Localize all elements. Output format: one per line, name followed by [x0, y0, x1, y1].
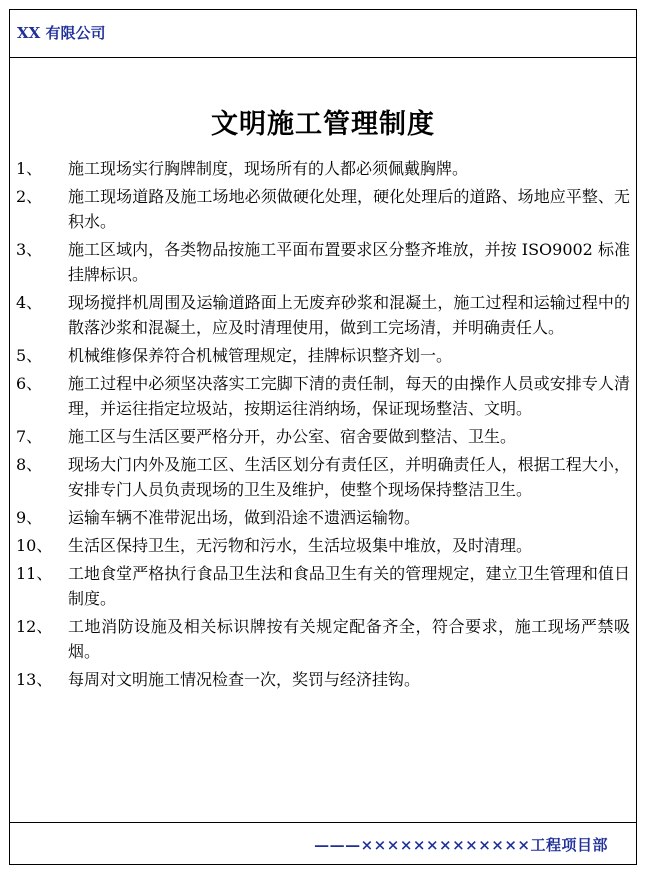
item-number: 12、	[16, 617, 53, 636]
item-text: 施工区域内，各类物品按施工平面布置要求区分整齐堆放，并按 ISO9002 标准挂牌标识。	[68, 240, 630, 284]
item-text: 施工区与生活区要严格分开，办公室、宿舍要做到整洁、卫生。	[68, 427, 517, 446]
item-number: 1、	[16, 159, 43, 178]
document-header	[10, 10, 636, 58]
list-item	[16, 424, 630, 449]
item-number: 5、	[16, 346, 43, 365]
item-text: 施工现场实行胸牌制度，现场所有的人都必须佩戴胸牌。	[68, 159, 469, 178]
item-number: 3、	[16, 240, 43, 259]
item-text: 现场大门内外及施工区、生活区划分有责任区，并明确责任人，根据工程大小，安排专门人员负责现场的卫生及维护，使整个现场保持整洁卫生。	[68, 455, 630, 499]
list-item	[16, 371, 630, 421]
item-text: 施工过程中必须坚决落实工完脚下清的责任制，每天的由操作人员或安排专人清理，并运往指定垃圾站，按期运往消纳场，保证现场整洁、文明。	[68, 374, 630, 418]
item-number: 7、	[16, 427, 43, 446]
list-item	[16, 184, 630, 234]
page-title: 文明施工管理制度	[211, 109, 435, 141]
document-frame	[9, 9, 637, 865]
list-item	[16, 452, 630, 502]
list-item	[16, 237, 630, 287]
item-text: 施工现场道路及施工场地必须做硬化处理，硬化处理后的道路、场地应平整、无积水。	[68, 187, 630, 231]
list-item	[16, 614, 630, 664]
company-name: XX 有限公司	[17, 24, 106, 42]
item-text: 工地食堂严格执行食品卫生法和食品卫生有关的管理规定，建立卫生管理和值日制度。	[68, 564, 630, 608]
item-text: 工地消防设施及相关标识牌按有关规定配备齐全，符合要求，施工现场严禁吸烟。	[68, 617, 630, 661]
item-number: 2、	[16, 187, 43, 206]
item-number: 6、	[16, 374, 43, 393]
item-number: 13、	[16, 670, 53, 689]
item-number: 11、	[16, 564, 53, 583]
item-text: 运输车辆不准带泥出场，做到沿途不遗洒运输物。	[68, 508, 421, 527]
item-text: 生活区保持卫生，无污物和污水，生活垃圾集中堆放，及时清理。	[68, 536, 533, 555]
list-item	[16, 667, 630, 692]
item-number: 10、	[16, 536, 53, 555]
item-text: 现场搅拌机周围及运输道路面上无废弃砂浆和混凝土，施工过程和运输过程中的散落沙浆和混凝土，应及时清理使用，做到工完场清，并明确责任人。	[68, 293, 630, 337]
item-text: 机械维修保养符合机械管理规定，挂牌标识整齐划一。	[68, 346, 453, 365]
list-item	[16, 343, 630, 368]
list-item	[16, 533, 630, 558]
document-footer	[10, 822, 636, 864]
item-number: 9、	[16, 508, 43, 527]
list-item	[16, 290, 630, 340]
regulation-list	[16, 156, 630, 695]
item-number: 4、	[16, 293, 43, 312]
item-text: 每周对文明施工情况检查一次，奖罚与经济挂钩。	[68, 670, 421, 689]
list-item	[16, 156, 630, 181]
item-number: 8、	[16, 455, 43, 474]
list-item	[16, 561, 630, 611]
project-department-signature: ———×××××××××××××工程项目部	[314, 836, 608, 854]
list-item	[16, 505, 630, 530]
